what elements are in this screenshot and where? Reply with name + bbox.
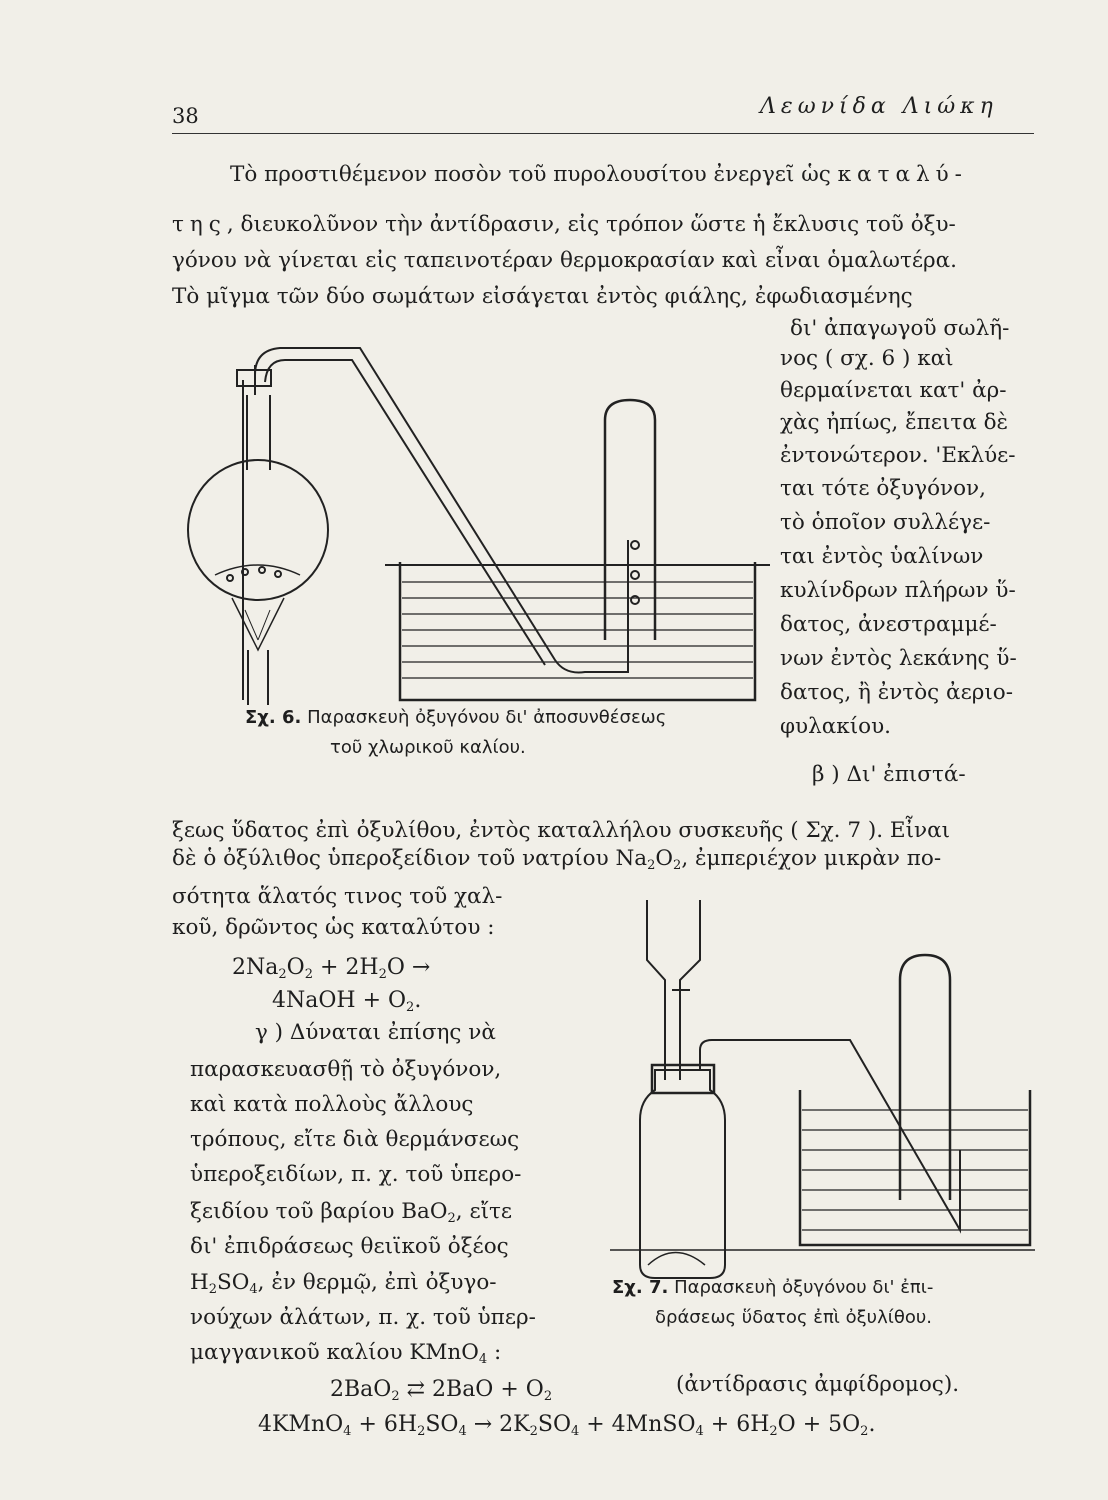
equation-1: $2Na_2O_2 + 2H_2O$ → xyxy=(232,955,431,982)
equation-2: 2BaO$_2$ ⇄ $2BaO + O_2$ xyxy=(330,1377,553,1404)
text-line: καὶ κατὰ πολλοὺς ἄλλους xyxy=(190,1092,474,1117)
figure-6-caption-line2: τοῦ χλωρικοῦ καλίου. xyxy=(330,737,526,758)
text-line: γ ) Δύναται ἐπίσης νὰ xyxy=(255,1020,496,1045)
text-line: φυλακίου. xyxy=(780,714,891,739)
text-line: Τὸ προστιθέμενον ποσὸν τοῦ πυρολουσίτου ἐνεργεῖ ὡς καταλύ- xyxy=(230,162,968,187)
running-head: Λεωνίδα Λιώκη xyxy=(760,94,998,119)
delivery-tube xyxy=(255,348,628,673)
text-line: νος ( σχ. 6 ) καὶ xyxy=(780,346,954,371)
figure-7-caption: Σχ. 7. Παρασκευὴ ὀξυγόνου δι' ἐπι- xyxy=(612,1277,934,1298)
figure-6-apparatus xyxy=(188,348,770,705)
collecting-tube xyxy=(605,400,655,640)
collecting-tube-7 xyxy=(900,955,950,1200)
text-line: τὸ ὁποῖον συλλέγε- xyxy=(780,510,991,535)
text-line: ὑπεροξειδίων, π. χ. τοῦ ὑπερο- xyxy=(190,1162,522,1187)
text-line: ἐντονώτερον. 'Εκλύε- xyxy=(780,443,1016,468)
text-line: ται τότε ὀξυγόνον, xyxy=(780,476,986,501)
text-line: δατος, ἢ ἐντὸς ἀεριο- xyxy=(780,680,1013,705)
text-line: δι' ἐπιδράσεως θειϊκοῦ ὀξέος xyxy=(190,1234,509,1259)
text-line: τρόπους, εἴτε διὰ θερμάνσεως xyxy=(190,1127,520,1152)
text-line: χὰς ἠπίως, ἔπειτα δὲ xyxy=(780,410,1009,435)
text-line: κοῦ, δρῶντος ὡς καταλύτου : xyxy=(172,915,495,940)
text-line: β ) Δι' ἐπιστά- xyxy=(812,762,966,787)
bottle xyxy=(640,1070,725,1278)
figure-6-label: Σχ. 6. xyxy=(245,707,302,728)
text-line: ται ἐντὸς ὑαλίνων xyxy=(780,544,984,569)
text-line: της, διευκολῦνον τὴν ἀντίδρασιν, εἰς τρόπον ὥστε ἡ ἔκλυσις τοῦ ὀξυ- xyxy=(172,212,956,237)
text-line: νούχων ἀλάτων, π. χ. τοῦ ὑπερ- xyxy=(190,1305,536,1330)
figure-7-label: Σχ. 7. xyxy=(612,1277,669,1298)
delivery-tube-7 xyxy=(700,1040,960,1230)
text-line: δι' ἀπαγωγοῦ σωλῆ- xyxy=(790,316,1010,341)
text-line: Τὸ μῖγμα τῶν δύο σωμάτων εἰσάγεται ἐντὸς φιάλης, ἐφωδιασμένης xyxy=(172,284,913,309)
text-line: δὲ ὁ ὀξύλιθος ὑπεροξείδιον τοῦ νατρίου $Na_2O_2$, ἐμπεριέχον μικρὰν πο- xyxy=(172,846,942,873)
text-line: ξεως ὕδατος ἐπὶ ὀξυλίθου, ἐντὸς καταλλήλου συσκευῆς ( Σχ. 7 ). Εἶναι xyxy=(172,818,951,843)
flame xyxy=(232,598,284,650)
figure-7-caption-line2: δράσεως ὕδατος ἐπὶ ὀξυλίθου. xyxy=(655,1307,932,1328)
text-line: σότητα ἅλατός τινος τοῦ χαλ- xyxy=(172,884,503,909)
text-line: κυλίνδρων πλήρων ὕ- xyxy=(780,578,1016,603)
trough xyxy=(400,562,755,700)
text-line: μαγγανικοῦ καλίου KMnO$_4$ : xyxy=(190,1340,502,1367)
flask xyxy=(188,460,328,600)
text-line: γόνου νὰ γίνεται εἰς ταπεινοτέραν θερμοκρασίαν καὶ εἶναι ὁμαλωτέρα. xyxy=(172,248,957,273)
equation-3: 4KMnO$_4$ + $6H_2SO_4 \to 2K_2SO_4$ + 4MnSO$_4$ + $6H_2O + 5O_2$. xyxy=(258,1412,876,1439)
text-line: νων ἐντὸς λεκάνης ὕ- xyxy=(780,646,1017,671)
text-line: θερμαίνεται κατ' ἀρ- xyxy=(780,378,1007,403)
text-line: παρασκευασθῇ τὸ ὀξυγόνον, xyxy=(190,1057,502,1082)
text-line: δατος, ἀνεστραμμέ- xyxy=(780,612,997,637)
dropping-funnel xyxy=(647,900,665,1080)
text-line: $H_2SO_4$, ἐν θερμῷ, ἐπὶ ὀξυγο- xyxy=(190,1270,497,1297)
figure-6-caption: Σχ. 6. Παρασκευὴ ὀξυγόνου δι' ἀποσυνθέσεως xyxy=(245,707,667,728)
equation-1-continued: 4NaOH + $O_2$. xyxy=(272,988,422,1015)
text-line: ξειδίου τοῦ βαρίου BaO$_2$, εἴτε xyxy=(190,1199,513,1226)
page-number: 38 xyxy=(172,104,199,128)
reversible-note: (ἀντίδρασις ἀμφίδρομος). xyxy=(676,1372,960,1397)
figure-7-apparatus xyxy=(610,900,1035,1278)
